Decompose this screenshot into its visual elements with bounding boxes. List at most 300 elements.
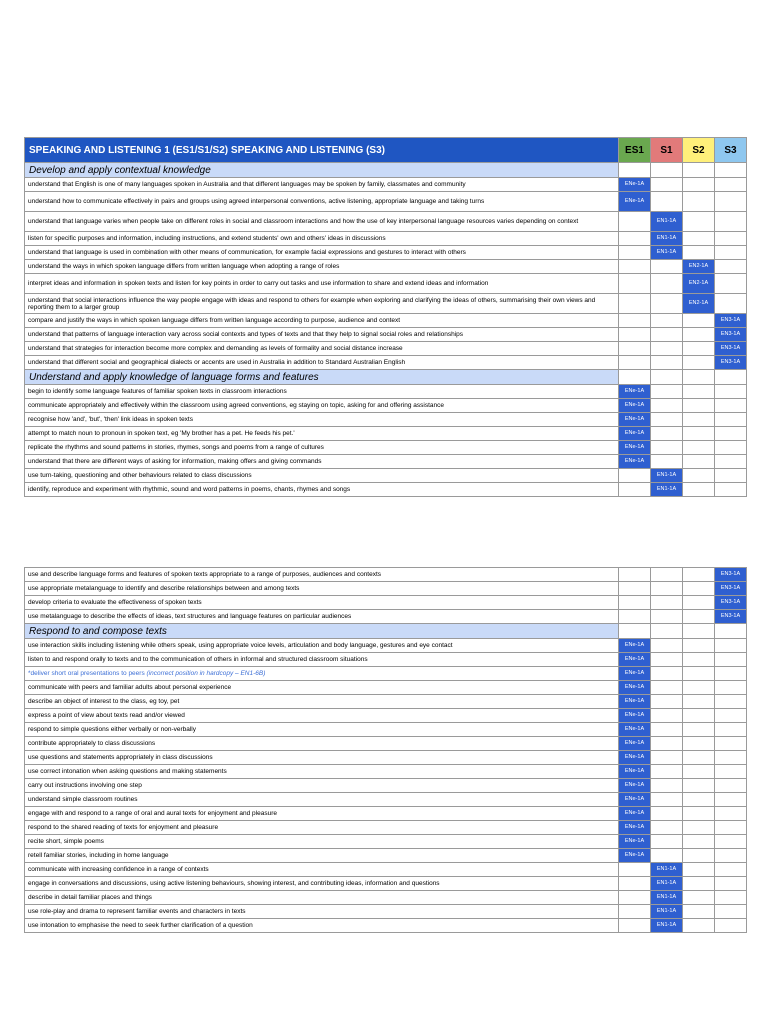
- outcome-text: use correct intonation when asking questions and making statements: [28, 768, 227, 775]
- outcome-row: [25, 709, 747, 723]
- section-blank-cell: [715, 163, 747, 178]
- stage-empty-cell: [683, 192, 715, 212]
- stage-empty-cell: [683, 328, 715, 342]
- stage-empty-cell: [683, 695, 715, 709]
- table-title: SPEAKING AND LISTENING 1 (ES1/S1/S2) SPEAKING AND LISTENING (S3): [25, 138, 619, 163]
- outcome-text-cell: [25, 385, 619, 399]
- stage-empty-cell: [715, 919, 747, 933]
- stage-empty-cell: [683, 232, 715, 246]
- stage-empty-cell: [651, 779, 683, 793]
- section-blank-cell: [651, 370, 683, 385]
- outcome-text: understand how to communicate effectively in pairs and groups using agreed interpersonal conventions, active listening, appropriate language and taking turns: [28, 198, 485, 205]
- stage-empty-cell: [619, 863, 651, 877]
- stage-header-es1: ES1: [619, 138, 651, 163]
- stage-empty-cell: [619, 877, 651, 891]
- outcome-text-cell: [25, 905, 619, 919]
- stage-empty-cell: [651, 737, 683, 751]
- stage-empty-cell: [651, 639, 683, 653]
- stage-empty-cell: [651, 178, 683, 192]
- outcome-text-cell: [25, 793, 619, 807]
- outcome-text-cell: [25, 455, 619, 469]
- stage-empty-cell: [715, 807, 747, 821]
- outcome-code-badge: EN1-1A: [651, 891, 683, 905]
- outcome-code-badge: ENe-1A: [619, 807, 651, 821]
- outcome-text-cell: [25, 891, 619, 905]
- outcome-text: understand that strategies for interaction become more complex and demanding as levels of formality and social distance increase: [28, 345, 403, 352]
- stage-empty-cell: [651, 582, 683, 596]
- stage-empty-cell: [715, 469, 747, 483]
- outcome-text-cell: [25, 779, 619, 793]
- outcome-text: begin to identify some language features of familiar spoken texts in classroom interactions: [28, 388, 287, 395]
- stage-empty-cell: [683, 821, 715, 835]
- stage-empty-cell: [651, 356, 683, 370]
- stage-empty-cell: [651, 294, 683, 314]
- outcome-text-cell: [25, 232, 619, 246]
- outcome-row: [25, 919, 747, 933]
- outcome-row: [25, 639, 747, 653]
- outcome-code-badge: ENe-1A: [619, 639, 651, 653]
- stage-empty-cell: [651, 399, 683, 413]
- section-blank-cell: [651, 163, 683, 178]
- stage-empty-cell: [651, 610, 683, 624]
- outcome-text-cell: [25, 751, 619, 765]
- outcome-row: [25, 413, 747, 427]
- stage-empty-cell: [683, 751, 715, 765]
- outcome-row: [25, 399, 747, 413]
- outcome-code-badge: ENe-1A: [619, 821, 651, 835]
- outcome-text: respond to simple questions either verbally or non-verbally: [28, 726, 197, 733]
- outcome-text: understand that language is used in combination with other means of communication, for example facial expressions and gestures to interact with others: [28, 249, 466, 256]
- stage-empty-cell: [715, 178, 747, 192]
- outcome-row: [25, 385, 747, 399]
- outcome-text: understand that different social and geographical dialects or accents are used in Australia in addition to Standard Australian English: [28, 359, 406, 366]
- outcome-row: [25, 681, 747, 695]
- curriculum-table-bottom: [24, 567, 747, 933]
- outcome-code-badge: ENe-1A: [619, 765, 651, 779]
- outcome-row: [25, 328, 747, 342]
- section-blank-cell: [683, 163, 715, 178]
- stage-empty-cell: [715, 667, 747, 681]
- outcome-code-badge: ENe-1A: [619, 399, 651, 413]
- stage-empty-cell: [683, 246, 715, 260]
- stage-empty-cell: [619, 568, 651, 582]
- stage-empty-cell: [683, 639, 715, 653]
- outcome-row: [25, 835, 747, 849]
- outcome-text-cell: [25, 709, 619, 723]
- stage-empty-cell: [683, 568, 715, 582]
- stage-empty-cell: [683, 653, 715, 667]
- outcome-text-cell: [25, 765, 619, 779]
- outcome-code-badge: EN2-1A: [683, 260, 715, 274]
- outcome-code-badge: EN1-1A: [651, 877, 683, 891]
- stage-empty-cell: [651, 596, 683, 610]
- stage-empty-cell: [715, 751, 747, 765]
- stage-empty-cell: [619, 483, 651, 497]
- outcome-code-badge: EN2-1A: [683, 274, 715, 294]
- outcome-text: *deliver short oral presentations to peers: [28, 670, 145, 677]
- outcome-text: understand that there are different ways of asking for information, making offers and giving commands: [28, 458, 322, 465]
- stage-empty-cell: [715, 212, 747, 232]
- stage-empty-cell: [683, 905, 715, 919]
- outcome-text: listen to and respond orally to texts and to the communication of others in informal and structured classroom situations: [28, 656, 368, 663]
- stage-empty-cell: [715, 483, 747, 497]
- outcome-text: recognise how 'and', 'but', 'then' link ideas in spoken texts: [28, 416, 193, 423]
- outcome-text: use metalanguage to describe the effects of ideas, text structures and language features on particular audiences: [28, 613, 352, 620]
- stage-empty-cell: [619, 891, 651, 905]
- outcome-text: attempt to match noun to pronoun in spoken text, eg 'My brother has a pet. He feeds his pet.': [28, 430, 295, 437]
- outcome-row: [25, 667, 747, 681]
- outcome-code-badge: EN1-1A: [651, 212, 683, 232]
- outcome-row: [25, 765, 747, 779]
- stage-empty-cell: [715, 779, 747, 793]
- outcome-row: [25, 863, 747, 877]
- stage-empty-cell: [715, 737, 747, 751]
- section-title: Respond to and compose texts: [25, 624, 619, 639]
- outcome-text-cell: [25, 639, 619, 653]
- outcome-text-cell: [25, 356, 619, 370]
- outcome-code-badge: ENe-1A: [619, 427, 651, 441]
- stage-empty-cell: [651, 765, 683, 779]
- outcome-text: listen for specific purposes and information, including instructions, and extend students' own and others' ideas in discussions: [28, 235, 386, 242]
- stage-empty-cell: [683, 863, 715, 877]
- outcome-row: [25, 849, 747, 863]
- section-header-row: [25, 370, 747, 385]
- outcome-code-badge: EN3-1A: [715, 582, 747, 596]
- stage-empty-cell: [683, 469, 715, 483]
- outcome-row: [25, 342, 747, 356]
- stage-empty-cell: [651, 807, 683, 821]
- stage-empty-cell: [715, 294, 747, 314]
- stage-empty-cell: [715, 385, 747, 399]
- stage-empty-cell: [683, 723, 715, 737]
- stage-empty-cell: [651, 709, 683, 723]
- outcome-text-cell: [25, 919, 619, 933]
- outcome-row: [25, 314, 747, 328]
- stage-empty-cell: [715, 765, 747, 779]
- stage-empty-cell: [683, 582, 715, 596]
- stage-empty-cell: [619, 905, 651, 919]
- stage-empty-cell: [715, 821, 747, 835]
- outcome-text: describe in detail familiar places and things: [28, 894, 152, 901]
- outcome-row: [25, 274, 747, 294]
- outcome-text: express a point of view about texts read and/or viewed: [28, 712, 185, 719]
- outcome-text-cell: [25, 427, 619, 441]
- stage-empty-cell: [715, 905, 747, 919]
- outcome-row: [25, 483, 747, 497]
- stage-empty-cell: [651, 793, 683, 807]
- outcome-code-badge: EN1-1A: [651, 905, 683, 919]
- outcome-row: [25, 246, 747, 260]
- outcome-text: understand the ways in which spoken language differs from written language when adopting a range of roles: [28, 263, 340, 270]
- stage-empty-cell: [715, 441, 747, 455]
- outcome-row: [25, 596, 747, 610]
- stage-empty-cell: [715, 695, 747, 709]
- section-blank-cell: [683, 624, 715, 639]
- stage-empty-cell: [683, 779, 715, 793]
- outcome-text: respond to the shared reading of texts for enjoyment and pleasure: [28, 824, 219, 831]
- outcome-text: replicate the rhythms and sound patterns in stories, rhymes, songs and poems from a range of cultures: [28, 444, 324, 451]
- outcome-text-cell: [25, 314, 619, 328]
- stage-empty-cell: [651, 385, 683, 399]
- outcome-text: identify, reproduce and experiment with rhythmic, sound and word patterns in poems, chants, rhymes and songs: [28, 486, 351, 493]
- outcome-row: [25, 653, 747, 667]
- stage-empty-cell: [683, 765, 715, 779]
- stage-empty-cell: [715, 849, 747, 863]
- outcome-text-cell: [25, 863, 619, 877]
- outcome-text-cell: [25, 212, 619, 232]
- outcome-text-cell: [25, 737, 619, 751]
- outcome-code-badge: ENe-1A: [619, 653, 651, 667]
- stage-empty-cell: [715, 709, 747, 723]
- outcome-text: communicate appropriately and effectively within the classroom using agreed conventions, eg staying on topic, asking for and offering assistance: [28, 402, 444, 409]
- stage-empty-cell: [715, 863, 747, 877]
- outcome-text-cell: [25, 178, 619, 192]
- outcome-text-cell: [25, 469, 619, 483]
- outcome-text: use questions and statements appropriately in class discussions: [28, 754, 213, 761]
- stage-empty-cell: [619, 596, 651, 610]
- outcome-text: develop criteria to evaluate the effectiveness of spoken texts: [28, 599, 202, 606]
- outcome-text-cell: [25, 568, 619, 582]
- outcome-code-badge: ENe-1A: [619, 413, 651, 427]
- outcome-text-cell: [25, 807, 619, 821]
- outcome-code-badge: EN3-1A: [715, 342, 747, 356]
- stage-empty-cell: [683, 849, 715, 863]
- outcome-code-badge: ENe-1A: [619, 455, 651, 469]
- stage-empty-cell: [683, 455, 715, 469]
- stage-empty-cell: [683, 483, 715, 497]
- outcome-text-cell: [25, 695, 619, 709]
- outcome-text: use role-play and drama to represent familiar events and characters in texts: [28, 908, 246, 915]
- outcome-row: [25, 582, 747, 596]
- stage-empty-cell: [651, 328, 683, 342]
- stage-empty-cell: [715, 653, 747, 667]
- outcome-text: recite short, simple poems: [28, 838, 104, 845]
- outcome-text-cell: [25, 483, 619, 497]
- outcome-text-cell: [25, 835, 619, 849]
- outcome-code-badge: ENe-1A: [619, 835, 651, 849]
- outcome-row: [25, 260, 747, 274]
- outcome-text: compare and justify the ways in which spoken language differs from written language according to purpose, audience and context: [28, 317, 401, 324]
- stage-empty-cell: [683, 178, 715, 192]
- outcome-text: engage in conversations and discussions, using active listening behaviours, showing interest, and contributing ideas, information and questions: [28, 880, 440, 887]
- stage-empty-cell: [715, 413, 747, 427]
- outcome-text-cell: [25, 413, 619, 427]
- stage-empty-cell: [715, 192, 747, 212]
- outcome-text-cell: [25, 582, 619, 596]
- stage-empty-cell: [651, 413, 683, 427]
- outcome-text: describe an object of interest to the class, eg toy, pet: [28, 698, 180, 705]
- outcome-row: [25, 212, 747, 232]
- outcome-text-cell: [25, 596, 619, 610]
- outcome-row: [25, 568, 747, 582]
- section-title: Develop and apply contextual knowledge: [25, 163, 619, 178]
- section-blank-cell: [619, 370, 651, 385]
- stage-empty-cell: [651, 849, 683, 863]
- outcome-code-badge: EN1-1A: [651, 469, 683, 483]
- outcome-text: use appropriate metalanguage to identify and describe relationships between and among texts: [28, 585, 300, 592]
- outcome-text-cell: [25, 610, 619, 624]
- stage-empty-cell: [651, 274, 683, 294]
- outcome-text-cell: [25, 246, 619, 260]
- outcome-text: understand simple classroom routines: [28, 796, 138, 803]
- stage-empty-cell: [683, 314, 715, 328]
- outcome-text: use turn-taking, questioning and other behaviours related to class discussions: [28, 472, 252, 479]
- outcome-row: [25, 877, 747, 891]
- curriculum-table-top: [24, 137, 747, 497]
- stage-empty-cell: [619, 232, 651, 246]
- outcome-text: use interaction skills including listening while others speak, using appropriate voice levels, articulation and body language, gestures and eye contact: [28, 642, 453, 649]
- outcome-row: [25, 793, 747, 807]
- stage-empty-cell: [683, 891, 715, 905]
- outcome-code-badge: ENe-1A: [619, 849, 651, 863]
- stage-empty-cell: [619, 582, 651, 596]
- stage-empty-cell: [715, 891, 747, 905]
- outcome-code-badge: ENe-1A: [619, 667, 651, 681]
- outcome-code-badge: EN1-1A: [651, 919, 683, 933]
- stage-empty-cell: [651, 653, 683, 667]
- stage-empty-cell: [651, 427, 683, 441]
- stage-empty-cell: [683, 681, 715, 695]
- stage-empty-cell: [651, 314, 683, 328]
- outcome-code-badge: EN1-1A: [651, 232, 683, 246]
- table-header-row: [25, 138, 747, 163]
- outcome-text-cell: [25, 821, 619, 835]
- stage-empty-cell: [683, 877, 715, 891]
- outcome-text-cell: [25, 877, 619, 891]
- outcome-text: understand that language varies when people take on different roles in social and classroom interactions and how the use of key interpersonal language resources varies depending on context: [28, 218, 579, 225]
- stage-empty-cell: [683, 667, 715, 681]
- stage-empty-cell: [683, 709, 715, 723]
- stage-empty-cell: [619, 919, 651, 933]
- stage-empty-cell: [651, 441, 683, 455]
- stage-empty-cell: [651, 192, 683, 212]
- outcome-code-badge: ENe-1A: [619, 709, 651, 723]
- stage-empty-cell: [619, 274, 651, 294]
- stage-empty-cell: [651, 260, 683, 274]
- stage-empty-cell: [683, 919, 715, 933]
- stage-empty-cell: [683, 385, 715, 399]
- stage-empty-cell: [619, 246, 651, 260]
- outcome-text-cell: [25, 441, 619, 455]
- section-header-row: [25, 624, 747, 639]
- outcome-row: [25, 469, 747, 483]
- outcome-text: understand that social interactions influence the way people engage with ideas and respond to others for example when exploring and clarifying the ideas of others, summarising their own views and reporting them to a larger group: [28, 296, 596, 311]
- outcome-row: [25, 192, 747, 212]
- stage-empty-cell: [683, 427, 715, 441]
- outcome-code-badge: EN3-1A: [715, 356, 747, 370]
- outcome-code-badge: ENe-1A: [619, 681, 651, 695]
- stage-empty-cell: [651, 681, 683, 695]
- outcome-text-cell: [25, 342, 619, 356]
- outcome-text: communicate with peers and familiar adults about personal experience: [28, 684, 232, 691]
- stage-empty-cell: [619, 469, 651, 483]
- stage-empty-cell: [715, 399, 747, 413]
- outcome-code-badge: ENe-1A: [619, 793, 651, 807]
- outcome-text-cell: [25, 274, 619, 294]
- stage-header-s1: S1: [651, 138, 683, 163]
- stage-empty-cell: [683, 413, 715, 427]
- outcome-code-badge: EN3-1A: [715, 610, 747, 624]
- stage-empty-cell: [651, 667, 683, 681]
- stage-empty-cell: [651, 455, 683, 469]
- outcome-code-badge: ENe-1A: [619, 695, 651, 709]
- stage-empty-cell: [683, 342, 715, 356]
- stage-empty-cell: [683, 441, 715, 455]
- stage-empty-cell: [715, 835, 747, 849]
- stage-empty-cell: [715, 793, 747, 807]
- stage-empty-cell: [715, 877, 747, 891]
- outcome-text-cell: [25, 653, 619, 667]
- stage-empty-cell: [683, 356, 715, 370]
- stage-empty-cell: [619, 212, 651, 232]
- outcome-text-cell: [25, 723, 619, 737]
- outcome-text: understand that English is one of many languages spoken in Australia and that different languages may be spoken by family, classmates and community: [28, 181, 466, 188]
- stage-empty-cell: [619, 260, 651, 274]
- stage-empty-cell: [715, 274, 747, 294]
- stage-empty-cell: [651, 568, 683, 582]
- outcome-row: [25, 905, 747, 919]
- outcome-code-badge: EN3-1A: [715, 328, 747, 342]
- outcome-row: [25, 232, 747, 246]
- outcome-text: carry out instructions involving one step: [28, 782, 142, 789]
- stage-empty-cell: [683, 399, 715, 413]
- section-header-row: [25, 163, 747, 178]
- outcome-text: communicate with increasing confidence in a range of contexts: [28, 866, 209, 873]
- stage-empty-cell: [683, 793, 715, 807]
- outcome-code-badge: ENe-1A: [619, 779, 651, 793]
- outcome-row: [25, 695, 747, 709]
- outcome-row: [25, 737, 747, 751]
- outcome-text: contribute appropriately to class discussions: [28, 740, 156, 747]
- outcome-code-badge: EN1-1A: [651, 246, 683, 260]
- section-blank-cell: [715, 624, 747, 639]
- outcome-text: interpret ideas and information in spoken texts and listen for key points in order to carry out tasks and use information to share and extend ideas and information: [28, 280, 489, 287]
- outcome-text: use intonation to emphasise the need to seek further clarification of a question: [28, 922, 253, 929]
- stage-empty-cell: [619, 610, 651, 624]
- stage-empty-cell: [683, 737, 715, 751]
- outcome-row: [25, 821, 747, 835]
- outcome-row: [25, 891, 747, 905]
- stage-empty-cell: [651, 695, 683, 709]
- stage-empty-cell: [619, 342, 651, 356]
- stage-empty-cell: [715, 232, 747, 246]
- stage-empty-cell: [651, 342, 683, 356]
- stage-empty-cell: [715, 260, 747, 274]
- stage-empty-cell: [715, 427, 747, 441]
- outcome-code-badge: EN1-1A: [651, 863, 683, 877]
- stage-empty-cell: [619, 356, 651, 370]
- stage-empty-cell: [715, 455, 747, 469]
- outcome-code-badge: ENe-1A: [619, 385, 651, 399]
- stage-header-s2: S2: [683, 138, 715, 163]
- section-blank-cell: [619, 163, 651, 178]
- outcome-code-badge: ENe-1A: [619, 441, 651, 455]
- outcome-note: (incorrect position in hardcopy – EN1-6B): [144, 670, 266, 677]
- outcome-code-badge: ENe-1A: [619, 737, 651, 751]
- outcome-row: [25, 356, 747, 370]
- outcome-text: understand that patterns of language interaction vary across social contexts and types of texts and that they help to signal social roles and relationships: [28, 331, 464, 338]
- outcome-code-badge: EN3-1A: [715, 568, 747, 582]
- stage-empty-cell: [619, 328, 651, 342]
- outcome-row: [25, 610, 747, 624]
- outcome-text-cell: [25, 399, 619, 413]
- stage-empty-cell: [651, 821, 683, 835]
- outcome-code-badge: EN3-1A: [715, 596, 747, 610]
- stage-empty-cell: [683, 610, 715, 624]
- section-title: Understand and apply knowledge of language forms and features: [25, 370, 619, 385]
- outcome-text: use and describe language forms and features of spoken texts appropriate to a range of purposes, audiences and contexts: [28, 571, 382, 578]
- section-blank-cell: [651, 624, 683, 639]
